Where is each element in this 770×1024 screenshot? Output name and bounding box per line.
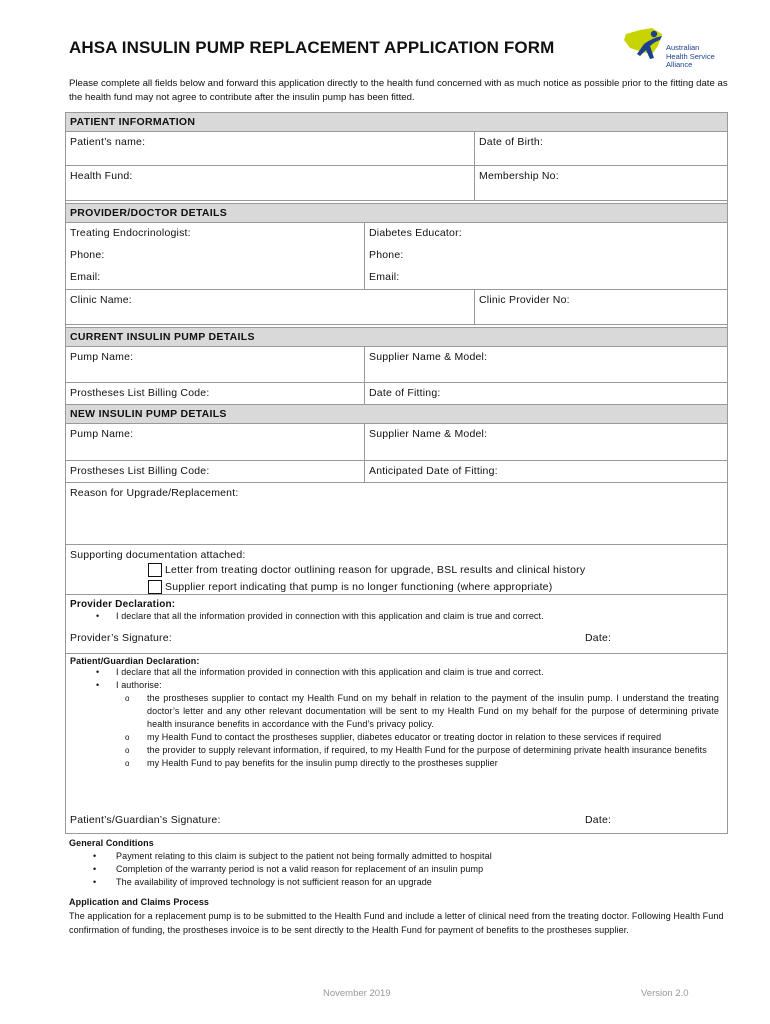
educator-email-field[interactable]: Email: [364,267,727,289]
authorise-sub-1: o the prostheses supplier to contact my Health Fund on my behalf in relation to the payment of the insulin pump. I understand the treating doctor’s letter and any other relevant documentation will be sent to my Health Fund on my behalf for the purpose of determining private health insurance benefits in accordance with the Fund’s privacy policy. [70,692,723,731]
application-form [65,112,728,834]
patient-declaration [66,654,727,834]
condition-item: • The availability of improved technology is not sufficient reason for an upgrade [69,876,729,889]
form-title: AHSA INSULIN PUMP REPLACEMENT APPLICATION FORM [69,38,555,57]
patient-authorise-item: • I authorise: [70,679,723,692]
current-supplier-field[interactable]: Supplier Name & Model: [364,347,727,382]
current-fitting-date-field[interactable]: Date of Fitting: [364,383,727,404]
provider-section-heading: PROVIDER/DOCTOR DETAILS [66,203,727,223]
general-conditions-heading: General Conditions [69,838,154,848]
membership-field[interactable]: Membership No: [474,166,727,200]
claims-process-heading: Application and Claims Process [69,897,210,907]
provider-date-field[interactable]: Date: [585,632,612,644]
patient-date-field[interactable]: Date: [585,814,612,826]
new-billing-code-field[interactable]: Prostheses List Billing Code: [70,465,210,477]
doc-supplier-option[interactable] [148,578,723,595]
patient-signature-field[interactable]: Patient’s/Guardian’s Signature: [70,814,221,826]
endocrinologist-field[interactable]: Treating Endocrinologist: [70,227,191,239]
diabetes-educator-field[interactable]: Diabetes Educator: [364,223,727,245]
clinic-provider-no-field[interactable]: Clinic Provider No: [474,290,727,324]
educator-phone-field[interactable]: Phone: [364,245,727,267]
doc-letter-checkbox[interactable] [148,563,162,577]
patient-declaration-item: • I declare that all the information provided in connection with this application and claim is true and correct. [70,666,723,679]
provider-signature-field[interactable]: Provider’s Signature: [70,632,172,644]
claims-process-text: The application for a replacement pump is to be submitted to the Health Fund and include a letter of clinical need from the treating doctor. Following Health Fund confirmation of funding, the prostheses invoice is to be sent directly to the Health Fund for payment of benefits to the prostheses supplier. [69,911,724,935]
authorise-sub-3: o the provider to supply relevant information, if required, to my Health Fund for the purpose of determining private health insurance benefits [70,744,723,757]
footer-date: November 2019 [323,988,391,999]
current-pump-section-heading: CURRENT INSULIN PUMP DETAILS [66,327,727,347]
new-supplier-field[interactable]: Supplier Name & Model: [364,424,727,460]
provider-declaration-heading: Provider Declaration: [70,599,176,610]
authorise-sub-4: o my Health Fund to pay benefits for the insulin pump directly to the prostheses supplier [70,757,723,770]
supporting-docs [66,545,727,595]
doc-supplier-label: Supplier report indicating that pump is no longer functioning (where appropriate) [165,580,553,593]
authorise-sub-2: o my Health Fund to contact the prostheses supplier, diabetes educator or treating doctor in relation to these services if required [70,731,723,744]
new-pump-section-heading: NEW INSULIN PUMP DETAILS [66,405,727,424]
reason-field[interactable]: Reason for Upgrade/Replacement: [70,487,239,499]
logo-text: Australian Health Service Alliance [666,43,715,69]
doc-letter-option[interactable] [148,561,723,578]
supporting-docs-label: Supporting documentation attached: [70,549,246,561]
new-pump-name-field[interactable]: Pump Name: [70,428,134,440]
current-billing-code-field[interactable]: Prostheses List Billing Code: [70,387,210,399]
doc-letter-label: Letter from treating doctor outlining reason for upgrade, BSL results and clinical history [165,563,586,576]
current-pump-name-field[interactable]: Pump Name: [70,351,134,363]
patient-name-field[interactable]: Patient’s name: [70,136,146,148]
conditions-section [69,836,729,937]
condition-item: • Completion of the warranty period is not a valid reason for replacement of an insulin pump [69,863,729,876]
condition-item: • Payment relating to this claim is subject to the patient not being formally admitted to hospital [69,850,729,863]
patient-declaration-heading: Patient/Guardian Declaration: [70,656,200,666]
endo-email-field[interactable]: Email: [70,271,101,283]
provider-declaration-item: • I declare that all the information provided in connection with this application and claim is true and correct. [70,610,723,623]
clinic-name-field[interactable]: Clinic Name: [70,294,132,306]
dob-field[interactable]: Date of Birth: [474,132,727,165]
patient-section-heading: PATIENT INFORMATION [66,113,727,132]
new-fitting-date-field[interactable]: Anticipated Date of Fitting: [364,461,727,482]
intro-text: Please complete all fields below and forward this application directly to the health fund concerned with as much notice as possible prior to the fitting date as the health fund may not agree to contribute after the insulin pump has been fitted. [69,78,728,103]
doc-supplier-checkbox[interactable] [148,580,162,594]
health-fund-field[interactable]: Health Fund: [70,170,133,182]
provider-declaration [66,595,727,654]
endo-phone-field[interactable]: Phone: [70,249,105,261]
footer-version: Version 2.0 [641,988,689,999]
